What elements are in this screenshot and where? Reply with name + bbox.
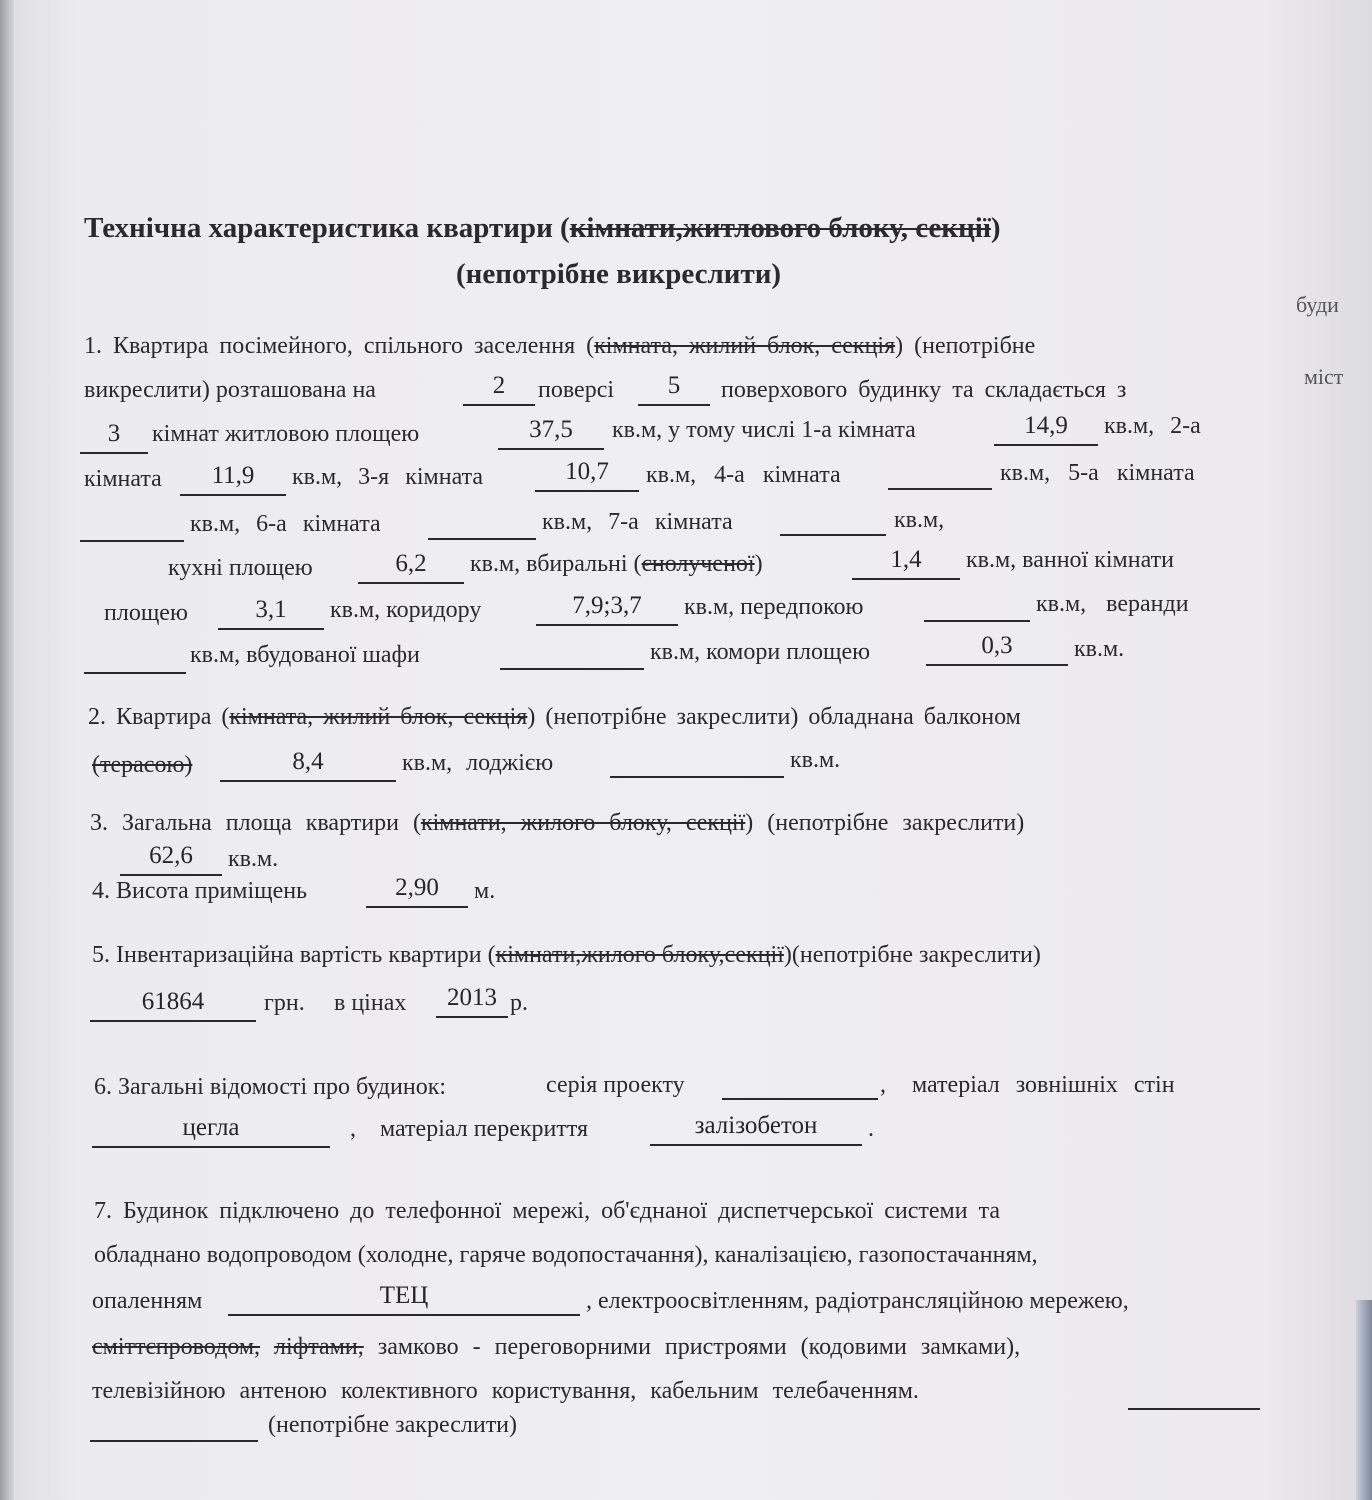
wall-material-field-line: [92, 1146, 330, 1148]
text: ) (непотрібне закреслити) обладнана балконом: [527, 704, 1021, 730]
section6-series-label: серія проекту: [546, 1072, 685, 1098]
balcony-field-line: [220, 780, 396, 782]
struck-text: сміттєпроводом,: [92, 1334, 261, 1360]
side-note-2: міст: [1304, 364, 1344, 389]
section1-line7-a: площею: [104, 600, 188, 626]
section1-line3-a: кімнат житловою площею: [152, 421, 420, 447]
rooms-field-line: [80, 452, 148, 454]
section1-line4-a: кімната: [84, 466, 162, 492]
heating-value: ТЕЦ: [379, 1282, 429, 1309]
text: )(непотрібне закреслити): [783, 942, 1041, 968]
struck-text: кімната, жилий блок, секція: [229, 704, 528, 730]
section1-line5-c: кв.м,: [894, 507, 945, 533]
room2-field-line: [180, 494, 286, 496]
room4-field-line: [888, 488, 992, 490]
floor-field-line: [463, 404, 535, 406]
text: ) (непотрібне: [895, 333, 1036, 359]
corridor-value: 7,9;3,7: [572, 592, 642, 619]
struck-text: ліфтами,: [274, 1334, 364, 1360]
section7-line5: телевізійною антеною колективного користування, кабельним телебаченням.: [92, 1378, 919, 1404]
rooms-value: 3: [107, 420, 121, 447]
total-area-value: 62,6: [149, 842, 193, 869]
section1-line5-b: кв.м, 7-а кімната: [542, 509, 733, 535]
year-field-line: [436, 1016, 508, 1018]
struck-text: (терасою): [92, 752, 193, 778]
section2-line1: [88, 704, 1021, 731]
section1-line6-a: кухні площею: [168, 555, 313, 581]
section6-ceiling-label: матеріал перекриття: [380, 1116, 589, 1142]
section5-currency: грн.: [264, 990, 305, 1016]
room3-field-line: [535, 490, 639, 492]
section1-line3-b: кв.м, у тому числі 1-а кімната: [612, 417, 916, 443]
heating-field-line: [228, 1314, 580, 1316]
floor-value: 2: [492, 372, 506, 399]
text: кв.м, вбиральні (: [470, 551, 642, 577]
room7-field-line: [780, 534, 886, 536]
text: замково - переговорними пристроями (кодовими замками),: [377, 1334, 1021, 1360]
section6-period: .: [868, 1116, 874, 1142]
side-note-1: буди: [1296, 292, 1339, 317]
text: 2. Квартира (: [88, 704, 230, 730]
text: 3. Загальна площа квартири (: [90, 810, 421, 836]
storage-field-line: [926, 664, 1068, 666]
section6-line1-a: 6. Загальні відомості про будинок:: [94, 1074, 447, 1100]
section7-line2: обладнано водопроводом (холодне, гаряче водопостачання), каналізацією, газопостачанням,: [94, 1242, 1038, 1268]
text: ): [754, 551, 763, 577]
struck-text: єнолученої: [641, 551, 755, 577]
text: ) (непотрібне закреслити): [745, 810, 1025, 836]
section1-line7-d: кв.м, веранди: [1036, 591, 1189, 617]
section2-line2-b: кв.м.: [790, 747, 841, 773]
section6-walls-label: матеріал зовнішніх стін: [912, 1072, 1175, 1098]
section4-unit: м.: [474, 878, 496, 904]
section7-line4: [92, 1334, 1020, 1361]
section1-line2-c: поверхового будинку та складається з: [721, 377, 1127, 403]
title-struck-text: кімнати,житлового блоку, секції: [569, 212, 991, 244]
wardrobe-field-line: [500, 668, 644, 670]
section5-prices-label: в цінах: [334, 990, 407, 1016]
balcony-value: 8,4: [292, 748, 324, 775]
wall-material-value: цегла: [182, 1114, 240, 1141]
year-value: 2013: [447, 984, 497, 1011]
section1-line1: [84, 333, 1035, 360]
section1-line2-b: поверсі: [538, 377, 615, 403]
section1-line8-c: кв.м.: [1074, 636, 1125, 662]
room1-field-line: [994, 444, 1098, 446]
section1-line3-c: кв.м, 2-а: [1104, 413, 1201, 439]
section1-line6-d: кв.м, ванної кімнати: [966, 547, 1174, 573]
bathroom-field-line: [218, 628, 324, 630]
room6-field-line: [428, 538, 536, 540]
floors-total-field-line: [638, 404, 710, 406]
section1-line8-a: кв.м, вбудованої шафи: [190, 642, 420, 668]
height-value: 2,90: [395, 874, 439, 901]
section1-line7-b: кв.м, коридору: [330, 597, 482, 623]
section7-line1: 7. Будинок підключено до телефонної мережі, об'єднаної диспетчерської системи та: [94, 1198, 1001, 1224]
section7-extra-line: [1128, 1408, 1260, 1410]
section7-line3-b: , електроосвітленням, радіотрансляційною мережею,: [586, 1288, 1129, 1314]
section1-line4-c: кв.м, 4-а кімната: [646, 462, 841, 488]
section1-line7-c: кв.м, передпокою: [684, 594, 864, 620]
section3-unit: кв.м.: [228, 846, 279, 872]
inventory-value: 61864: [141, 988, 205, 1015]
struck-text: кімнати, жилого блоку, секції: [420, 810, 746, 836]
hallway-field-line: [924, 620, 1030, 622]
toilet-field-line: [852, 578, 960, 580]
struck-text: кімнати,жилого блоку,секції: [495, 942, 784, 968]
corridor-field-line: [536, 624, 678, 626]
height-field-line: [366, 906, 468, 908]
section1-line5-a: кв.м, 6-а кімната: [190, 511, 381, 537]
section4-label: 4. Висота приміщень: [92, 878, 308, 904]
title-text: Технічна характеристика квартири (: [84, 212, 570, 244]
text: 5. Інвентаризаційна вартість квартири (: [92, 942, 496, 968]
section7-note: (непотрібне закреслити): [268, 1412, 518, 1438]
section7-heating-label: опаленням: [92, 1288, 203, 1314]
storage-value: 0,3: [981, 632, 1013, 659]
ceiling-material-field-line: [650, 1144, 862, 1146]
section1-line8-b: кв.м, комори площею: [650, 639, 871, 665]
room5-field-line: [80, 540, 184, 542]
loggia-field-line: [610, 776, 784, 778]
section3-line1: [90, 810, 1024, 837]
document-title: [84, 212, 1001, 245]
section6-comma: ,: [880, 1072, 886, 1098]
page-right-edge: [1356, 1300, 1372, 1500]
series-field-line: [722, 1098, 878, 1100]
page-left-shadow: [0, 0, 14, 1500]
living-area-field-line: [498, 448, 604, 450]
section1-line2-a: викреслити) розташована на: [84, 377, 376, 403]
section6-comma2: ,: [350, 1116, 356, 1142]
room1-value: 14,9: [1024, 412, 1068, 439]
section1-line4-d: кв.м, 5-а кімната: [1000, 460, 1195, 486]
section2-terrace: [92, 752, 192, 779]
section7-blank-line: [90, 1440, 258, 1442]
total-area-field-line: [120, 874, 222, 876]
room2-value: 11,9: [211, 462, 255, 489]
room3-value: 10,7: [565, 458, 609, 485]
kitchen-field-line: [358, 582, 464, 584]
section1-line6-b: [470, 551, 763, 578]
text: 1. Квартира посімейного, спільного заселення (: [84, 333, 595, 359]
living-area-value: 37,5: [529, 416, 573, 443]
floors-total-value: 5: [667, 372, 681, 399]
bathroom-value: 3,1: [255, 596, 287, 623]
section5-year-suffix: р.: [510, 990, 528, 1016]
kitchen-value: 6,2: [395, 550, 427, 577]
title-close: ): [990, 212, 1001, 244]
section1-line4-b: кв.м, 3-я кімната: [292, 464, 484, 490]
section5-line1: [92, 942, 1041, 969]
ceiling-material-value: залізобетон: [694, 1112, 818, 1139]
section2-line2-a: кв.м, лоджією: [402, 750, 554, 776]
inventory-value-field-line: [90, 1020, 256, 1022]
document-subtitle: (непотрібне викреслити): [456, 258, 782, 290]
veranda-field-line: [84, 672, 186, 674]
toilet-value: 1,4: [890, 546, 922, 573]
struck-text: кімната, жилий блок, секція: [594, 333, 896, 359]
